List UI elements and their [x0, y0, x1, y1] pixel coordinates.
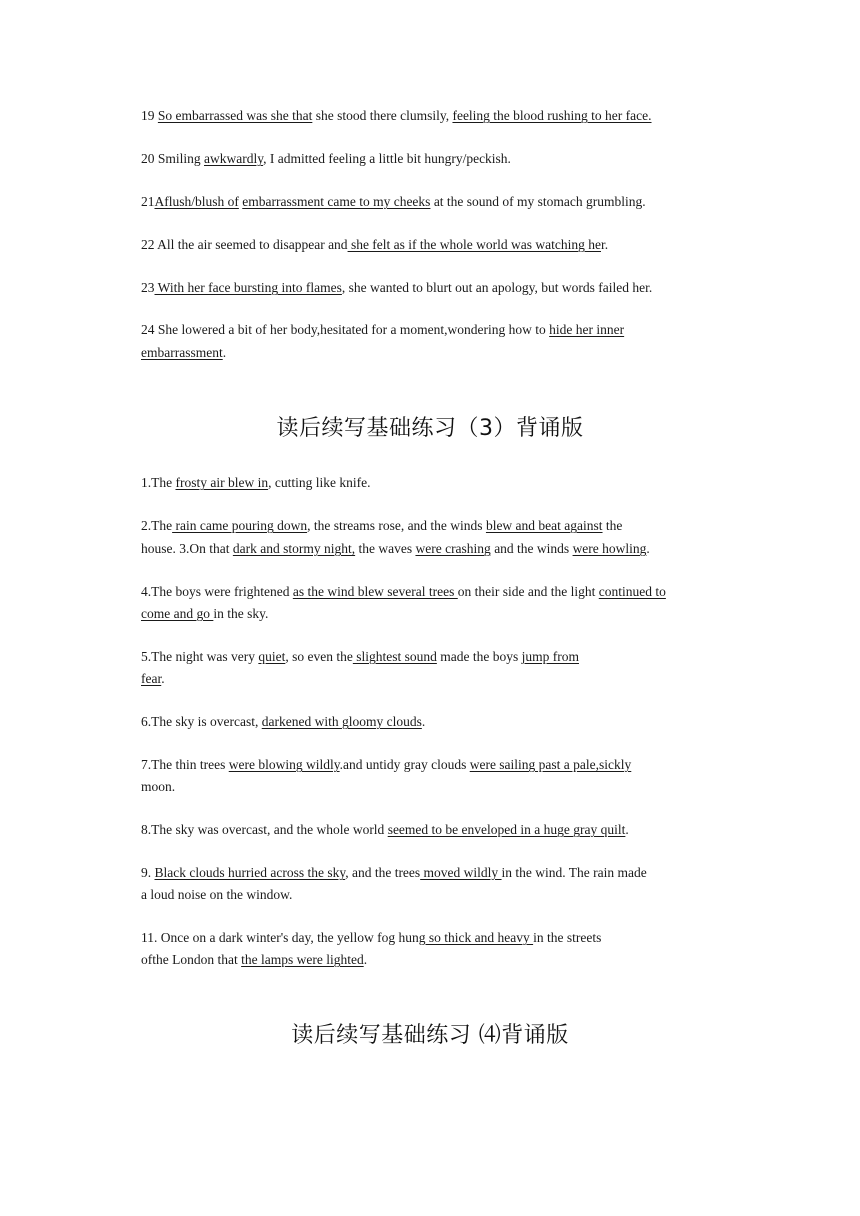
underlined-phrase: slightest sound	[352, 649, 437, 664]
sentence-19	[141, 108, 731, 124]
text: .	[222, 345, 227, 360]
underlined-phrase: as the wind blew several trees	[292, 584, 458, 599]
text: moon.	[141, 779, 176, 794]
underlined-phrase: Black clouds hurried across the sky	[154, 865, 346, 880]
underlined-phrase: were crashing	[415, 541, 491, 556]
sentence-9	[141, 865, 731, 881]
underlined-phrase: were sailing past a pale,sickly	[469, 757, 632, 772]
sentence-4-cont	[141, 606, 731, 622]
text: the waves	[355, 541, 416, 556]
text: 22 All the air seemed to disappear and	[141, 237, 348, 252]
text: .	[646, 541, 650, 556]
text: 19	[141, 108, 158, 123]
sentence-1	[141, 475, 731, 491]
text: made the boys	[436, 649, 522, 664]
text: in the sky.	[213, 606, 269, 621]
sentence-3	[141, 541, 731, 557]
text: r.	[601, 237, 609, 252]
underlined-phrase: were blowing wildly	[228, 757, 340, 772]
sentence-21	[141, 194, 731, 210]
text: .	[161, 671, 165, 686]
underlined-phrase: blew and beat against	[485, 518, 603, 533]
underlined-phrase: hide her inner	[549, 322, 625, 337]
underlined-phrase: jump from	[521, 649, 579, 664]
text: 4.The boys were frightened	[141, 584, 293, 599]
section-title-3: 读后续写基础练习（3）背诵版	[276, 416, 584, 441]
sentence-7-cont	[141, 779, 731, 795]
text: .and untidy gray clouds	[339, 757, 470, 772]
sentence-2	[141, 518, 731, 534]
underlined-phrase: continued to	[598, 584, 666, 599]
section-title-4: 读后续写基础练习 ⑷背诵版	[291, 1023, 569, 1048]
sentence-5-cont	[141, 671, 731, 687]
text: 8.The sky was overcast, and the whole world	[141, 822, 388, 837]
text: , she wanted to blurt out an apology, but words failed her.	[341, 280, 653, 295]
text: .	[363, 952, 368, 967]
text: , cutting like knife.	[268, 475, 371, 490]
sentence-6	[141, 714, 731, 730]
text: in the streets	[533, 930, 602, 945]
underlined-phrase: darkened with gloomy clouds	[261, 714, 422, 729]
sentence-24	[141, 322, 731, 338]
underlined-phrase: feeling the blood rushing to her face.	[452, 108, 652, 123]
underlined-phrase: moved wildly	[420, 865, 502, 880]
text: .	[421, 714, 426, 729]
sentence-7	[141, 757, 731, 773]
text: the	[602, 518, 623, 533]
text: and the winds	[490, 541, 573, 556]
text: 7.The thin trees	[141, 757, 229, 772]
text: 6.The sky is overcast,	[141, 714, 262, 729]
sentence-4	[141, 584, 731, 600]
underlined-phrase: embarrassment	[141, 345, 223, 360]
text: 5.The night was very	[141, 649, 259, 664]
underlined-phrase: So embarrassed was she that	[157, 108, 313, 123]
text: in the wind. The rain made	[501, 865, 647, 880]
underlined-phrase: seemed to be enveloped in a huge gray quilt	[387, 822, 626, 837]
text: at the sound of my stomach grumbling.	[430, 194, 646, 209]
underlined-phrase: embarrassment came to my cheeks	[242, 194, 431, 209]
underlined-phrase: fear	[141, 671, 162, 686]
text: 1.The	[141, 475, 176, 490]
underlined-phrase: quiet	[258, 649, 286, 664]
text: 20 Smiling	[141, 151, 205, 166]
text: .	[625, 822, 629, 837]
underlined-phrase: rain came pouring down	[172, 518, 308, 533]
sentence-23	[141, 280, 731, 296]
text: 2.The	[141, 518, 173, 533]
underlined-phrase: the lamps were lighted	[241, 952, 364, 967]
underlined-phrase: Aflush/blush of	[154, 194, 239, 209]
underlined-phrase: frosty air blew in	[175, 475, 269, 490]
sentence-9-cont	[141, 887, 731, 903]
text: she stood there clumsily,	[312, 108, 453, 123]
text: 11. Once on a dark winter's day, the yellow fog hung	[141, 930, 426, 945]
text: on their side and the light	[457, 584, 599, 599]
sentence-24-cont	[141, 345, 731, 361]
sentence-11	[141, 930, 731, 946]
text: , so even the	[285, 649, 353, 664]
underlined-phrase: come and go	[141, 606, 214, 621]
underlined-phrase: With her face bursting into flames	[154, 280, 342, 295]
underlined-phrase: awkwardly	[204, 151, 264, 166]
text: 9.	[141, 865, 155, 880]
text: , and the trees	[345, 865, 421, 880]
underlined-phrase: dark and stormy night,	[232, 541, 356, 556]
text: 21	[141, 194, 155, 209]
underlined-phrase: she felt as if the whole world was watching he	[347, 237, 601, 252]
sentence-20	[141, 151, 731, 167]
sentence-8	[141, 822, 731, 838]
underlined-phrase: were howling	[572, 541, 647, 556]
text: a loud noise on the window.	[141, 887, 293, 902]
text: , the streams rose, and the winds	[307, 518, 486, 533]
sentence-5	[141, 649, 731, 665]
text: 24 She lowered a bit of her body,hesitated for a moment,wondering how to	[141, 322, 550, 337]
text: ofthe London that	[141, 952, 242, 967]
text: house. 3.On that	[141, 541, 233, 556]
text: 23	[141, 280, 155, 295]
underlined-phrase: so thick and heavy	[425, 930, 534, 945]
text: , I admitted feeling a little bit hungry/peckish.	[263, 151, 511, 166]
sentence-22	[141, 237, 731, 253]
sentence-11-cont	[141, 952, 731, 968]
